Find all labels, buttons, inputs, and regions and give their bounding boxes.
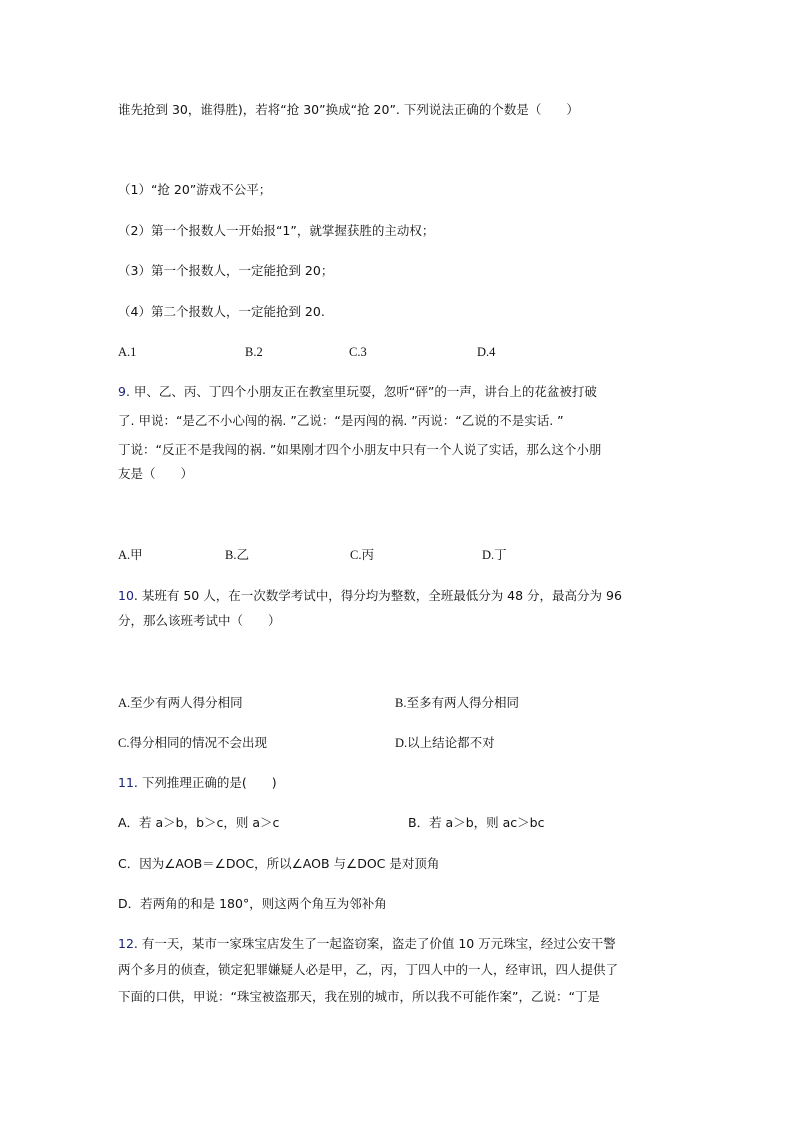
q10-option-c: C.得分相同的情况不会出现	[118, 736, 267, 750]
q8-option-c: C.3	[349, 345, 367, 359]
q11-option-b: B．若 a＞b，则 ac＞bc	[408, 815, 545, 830]
q9-option-a: A.甲	[118, 548, 143, 562]
q8-statement-4: （4）第二个报数人，一定能抢到 20.	[118, 304, 325, 319]
q9-number: 9	[118, 384, 126, 399]
q11-number: 11	[118, 775, 134, 790]
q9-line-1: . 甲、乙、丙、丁四个小朋友正在教室里玩耍，忽听“砰”的一声，讲台上的花盆被打破	[125, 384, 597, 399]
q8-statement-1: （1）“抢 20”游戏不公平；	[118, 182, 272, 197]
q8-option-a: A.1	[118, 345, 137, 359]
q8-option-b: B.2	[245, 345, 263, 359]
q12-line-1: . 有一天，某市一家珠宝店发生了一起盗窃案，盗走了价值 10 万元珠宝，经过公安干警	[133, 936, 616, 951]
q8-statement-3: （3）第一个报数人，一定能抢到 20；	[118, 263, 334, 278]
q9-option-d: D.丁	[482, 548, 507, 562]
q8-statement-2: （2）第一个报数人一开始报“1”，就掌握获胜的主动权；	[118, 223, 435, 238]
q9-line-3: 丁说：“反正不是我闯的祸. ”如果刚才四个小朋友中只有一个人说了实话，那么这个小朋	[118, 442, 602, 457]
q10-line-2: 分，那么该班考试中（ ）	[118, 613, 281, 628]
q9-option-c: C.丙	[350, 548, 374, 562]
q10-option-a: A.至少有两人得分相同	[118, 696, 243, 710]
q11-option-a: A．若 a＞b，b＞c，则 a＞c	[118, 815, 280, 830]
q12-number: 12	[118, 936, 134, 951]
q10-line-1: . 某班有 50 人，在一次数学考试中，得分均为整数，全班最低分为 48 分，最高分为 96	[133, 588, 622, 603]
q8-stem: 谁先抢到 30，谁得胜)，若将“抢 30”换成“抢 20”. 下列说法正确的个数是（ ）	[118, 102, 579, 117]
q9-line-2: 了. 甲说：“是乙不小心闯的祸. ”乙说：“是丙闯的祸. ”丙说：“乙说的不是实话. ”	[118, 413, 564, 428]
q12-line-3: 下面的口供，甲说：“珠宝被盗那天，我在别的城市，所以我不可能作案”，乙说：“丁是	[118, 989, 600, 1004]
q11-stem: . 下列推理正确的是( )	[133, 775, 277, 790]
q10-number: 10	[118, 588, 134, 603]
q11-option-c: C．因为∠AOB＝∠DOC，所以∠AOB 与∠DOC 是对顶角	[118, 856, 440, 871]
q11-option-d: D．若两角的和是 180°，则这两个角互为邻补角	[118, 896, 387, 911]
q12-line-2: 两个多月的侦查，锁定犯罪嫌疑人必是甲，乙，丙，丁四人中的一人，经审讯，四人提供了	[118, 962, 619, 977]
q10-option-d: D.以上结论都不对	[395, 736, 495, 750]
q8-option-d: D.4	[477, 345, 496, 359]
q9-option-b: B.乙	[225, 548, 249, 562]
q9-line-4: 友是（ ）	[118, 466, 194, 481]
q10-option-b: B.至多有两人得分相同	[395, 696, 519, 710]
